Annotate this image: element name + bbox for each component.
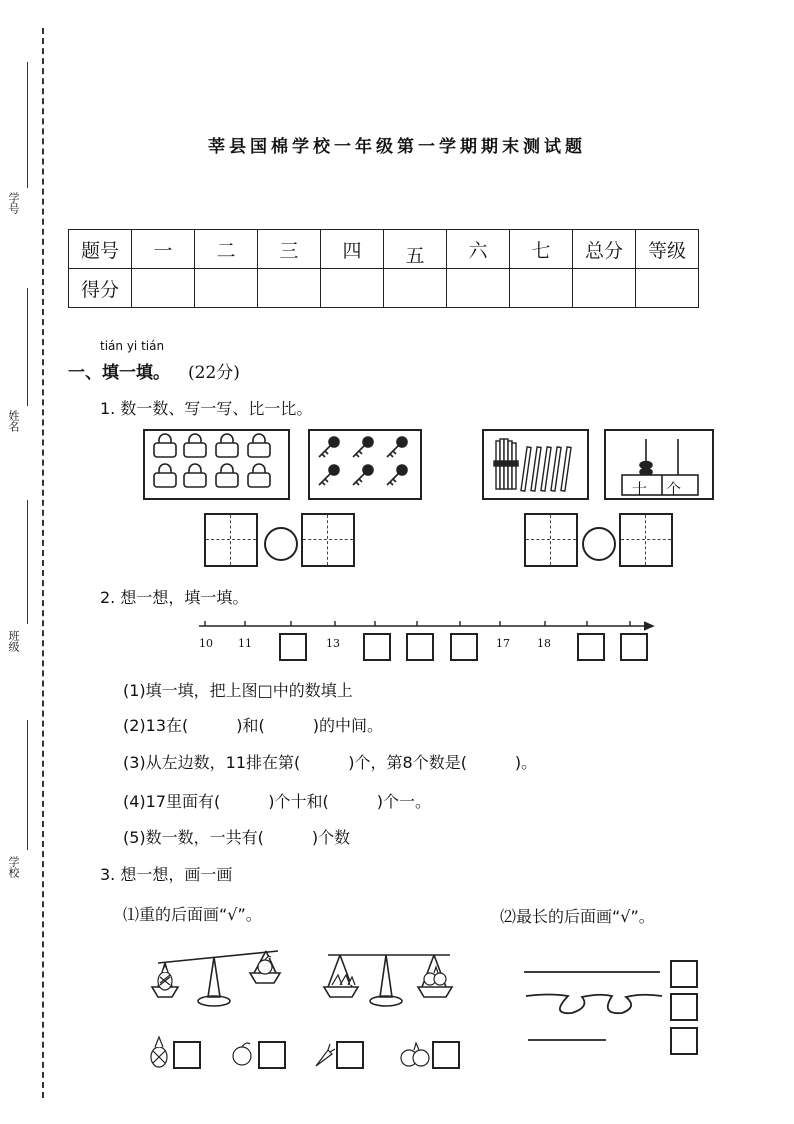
answer-box-carrot[interactable] xyxy=(336,1041,364,1069)
question-2-sub-5: (5)数一数，一共有( )个数 xyxy=(123,828,351,847)
abacus-picture-box xyxy=(604,429,714,500)
answer-box-line-1[interactable] xyxy=(670,960,698,988)
compare-circle-2[interactable] xyxy=(582,527,616,561)
margin-label-student-id: 学号 xyxy=(7,192,20,214)
score-input-cell[interactable] xyxy=(321,269,384,308)
number-label: 13 xyxy=(326,637,340,650)
abacus-tens-label: 十 xyxy=(632,480,648,498)
score-table-score-row xyxy=(69,269,699,308)
key-picture-box xyxy=(308,429,422,500)
question-2-label: 2. 想一想，填一填。 xyxy=(100,588,249,607)
key-icons xyxy=(310,431,420,498)
score-input-cell[interactable] xyxy=(384,269,447,308)
looped-line xyxy=(526,995,662,1014)
page-title: 莘县国棉学校一年级第一学期期末测试题 xyxy=(208,137,586,157)
abacus-icon xyxy=(606,431,712,498)
score-table-cell: 等级 xyxy=(636,230,699,269)
carrot-icon xyxy=(312,1040,336,1068)
number-label: 10 xyxy=(199,637,213,650)
score-table-row-label: 得分 xyxy=(69,269,132,308)
margin-line xyxy=(27,288,28,406)
margin-line xyxy=(27,62,28,188)
answer-grid-locks[interactable] xyxy=(204,513,258,567)
section-heading-text: 一、填一填。 xyxy=(68,363,170,383)
number-line-blank[interactable] xyxy=(406,633,434,661)
score-table-header-row xyxy=(69,230,699,269)
margin-line xyxy=(27,720,28,850)
margin-label-class: 班级 xyxy=(7,630,20,652)
number-line-blank[interactable] xyxy=(363,633,391,661)
answer-box-apple[interactable] xyxy=(258,1041,286,1069)
section-points: (22分) xyxy=(188,363,240,383)
compare-circle-1[interactable] xyxy=(264,527,298,561)
score-table-cell: 七 xyxy=(510,230,573,269)
radish-icon xyxy=(398,1040,432,1070)
score-input-cell[interactable] xyxy=(195,269,258,308)
question-1-label: 1. 数一数、写一写、比一比。 xyxy=(100,399,313,418)
score-input-cell[interactable] xyxy=(447,269,510,308)
answer-box-pineapple[interactable] xyxy=(173,1041,201,1069)
score-table-cell: 六 xyxy=(447,230,510,269)
question-3-sub-1: ⑴重的后面画“√”。 xyxy=(123,905,262,924)
binding-dash-line xyxy=(42,28,44,1098)
radish-icon xyxy=(424,967,446,985)
score-input-cell[interactable] xyxy=(132,269,195,308)
sticks-icons xyxy=(484,431,587,498)
score-table-cell: 四 xyxy=(321,230,384,269)
pineapple-icon xyxy=(158,965,172,990)
pineapple-icon xyxy=(148,1033,170,1069)
answer-box-radish[interactable] xyxy=(432,1041,460,1069)
question-3-sub-2: ⑵最长的后面画“√”。 xyxy=(500,907,655,926)
number-line-blank[interactable] xyxy=(450,633,478,661)
balance-scale-1 xyxy=(150,935,290,1015)
question-2-sub-4: (4)17里面有( )个十和( )个一。 xyxy=(123,792,431,811)
lock-icons xyxy=(145,431,288,498)
heading-pinyin: tián yi tián xyxy=(100,339,165,353)
sticks-picture-box xyxy=(482,429,589,500)
number-label: 11 xyxy=(238,637,252,650)
carrots-icon xyxy=(332,975,355,985)
number-line-blank[interactable] xyxy=(577,633,605,661)
score-input-cell[interactable] xyxy=(573,269,636,308)
score-input-cell[interactable] xyxy=(636,269,699,308)
answer-grid-keys[interactable] xyxy=(301,513,355,567)
answer-grid-sticks[interactable] xyxy=(524,513,578,567)
number-label: 17 xyxy=(496,637,510,650)
margin-label-school: 学校 xyxy=(7,856,20,878)
number-line-blank[interactable] xyxy=(620,633,648,661)
score-input-cell[interactable] xyxy=(510,269,573,308)
balance-scale-2 xyxy=(322,935,462,1015)
score-table-cell: 总分 xyxy=(573,230,636,269)
answer-grid-abacus[interactable] xyxy=(619,513,673,567)
score-table-cell: 题号 xyxy=(69,230,132,269)
question-2-sub-3: (3)从左边数，11排在第( )个，第8个数是( )。 xyxy=(123,753,538,772)
margin-line xyxy=(27,500,28,624)
score-table-cell: 五 xyxy=(384,230,447,269)
margin-label-name: 姓名 xyxy=(7,410,20,432)
apple-icon xyxy=(230,1040,254,1068)
length-lines xyxy=(520,955,670,1050)
score-table xyxy=(68,229,699,308)
question-3-label: 3. 想一想，画一画 xyxy=(100,865,233,884)
score-table-cell: 三 xyxy=(258,230,321,269)
section-heading xyxy=(68,358,240,383)
number-line-blank[interactable] xyxy=(279,633,307,661)
lock-picture-box xyxy=(143,429,290,500)
score-table-cell: 二 xyxy=(195,230,258,269)
answer-box-line-3[interactable] xyxy=(670,1027,698,1055)
question-2-sub-1: (1)填一填，把上图□中的数填上 xyxy=(123,681,353,700)
abacus-ones-label: 个 xyxy=(666,480,682,498)
score-input-cell[interactable] xyxy=(258,269,321,308)
number-label: 18 xyxy=(537,637,551,650)
score-table-cell: 一 xyxy=(132,230,195,269)
question-2-sub-2: (2)13在( )和( )的中间。 xyxy=(123,716,383,735)
answer-box-line-2[interactable] xyxy=(670,993,698,1021)
